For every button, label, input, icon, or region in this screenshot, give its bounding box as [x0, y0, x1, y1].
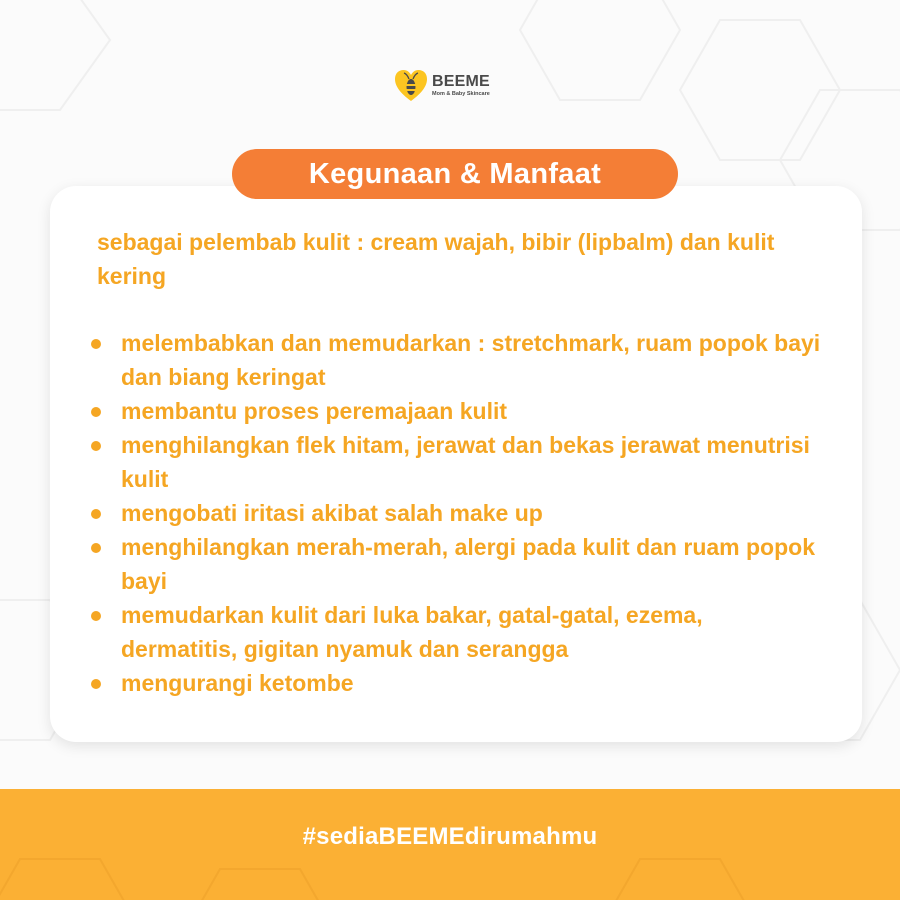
brand-logo: [394, 66, 490, 106]
bullet-dot-icon: [91, 679, 101, 689]
list-item: [89, 428, 824, 496]
bullet-dot-icon: [91, 543, 101, 553]
bullet-dot-icon: [91, 509, 101, 519]
footer-band: [0, 789, 900, 900]
bullet-dot-icon: [91, 441, 101, 451]
list-item: [89, 530, 824, 598]
list-item: [89, 666, 824, 700]
list-item: [89, 326, 824, 394]
list-item-text: melembabkan dan memudarkan : stretchmark, ruam popok bayi dan biang keringat: [121, 330, 821, 390]
list-item-text: menghilangkan flek hitam, jerawat dan bekas jerawat menutrisi kulit: [121, 432, 810, 492]
intro-text: sebagai pelembab kulit : cream wajah, bibir (lipbalm) dan kulit kering: [97, 229, 775, 289]
list-item: [89, 496, 824, 530]
list-item-text: menghilangkan merah-merah, alergi pada kulit dan ruam popok bayi: [121, 534, 815, 594]
brand-tagline: Mom & Baby Skincare: [432, 91, 490, 98]
list-item-text: memudarkan kulit dari luka bakar, gatal-gatal, ezema, dermatitis, gigitan nyamuk dan serangga: [121, 602, 703, 662]
brand-name: BEEME: [432, 73, 490, 91]
bullet-dot-icon: [91, 339, 101, 349]
footer-hashtag: #sediaBEEMEdirumahmu: [302, 823, 598, 850]
list-item: [89, 394, 824, 428]
bullet-dot-icon: [91, 611, 101, 621]
bee-heart-icon: [394, 68, 428, 104]
list-item-text: membantu proses peremajaan kulit: [121, 398, 508, 424]
list-item-text: mengobati iritasi akibat salah make up: [121, 500, 543, 526]
benefit-list: [89, 326, 824, 700]
page-title: Kegunaan & Manfaat: [308, 157, 602, 190]
list-item-text: mengurangi ketombe: [121, 670, 354, 696]
title-pill: [232, 149, 678, 199]
list-item: [89, 598, 824, 666]
bullet-dot-icon: [91, 407, 101, 417]
